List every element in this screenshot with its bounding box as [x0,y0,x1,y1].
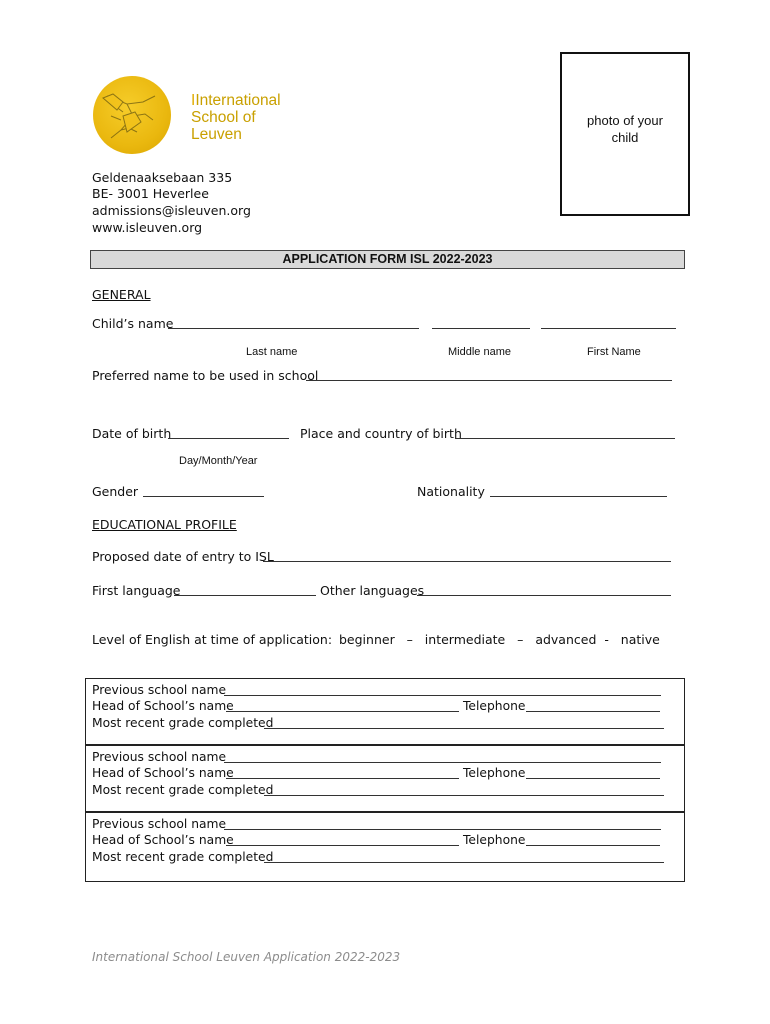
previous-school-field[interactable] [224,695,661,696]
last-name-field[interactable] [168,328,419,329]
head-of-school-field[interactable] [226,711,459,712]
school-logo-emblem [93,76,171,154]
last-name-caption: Last name [246,346,298,358]
previous-school-label: Previous school name [92,683,227,697]
telephone-field[interactable] [526,711,660,712]
entry-date-label: Proposed date of entry to ISL [92,549,274,564]
place-of-birth-field[interactable] [455,438,675,439]
head-of-school-label: Head of School’s name [92,766,234,780]
address-email[interactable]: admissions@isleuven.org [92,203,251,218]
recent-grade-label: Most recent grade completed [92,716,274,730]
telephone-label: Telephone [463,766,526,780]
photo-instruction-line1: photo of your [587,113,663,128]
nationality-label: Nationality [417,484,485,499]
recent-grade-field[interactable] [264,862,664,863]
previous-school-field[interactable] [224,762,661,763]
nationality-field[interactable] [490,496,667,497]
logo-text-international: IInternational [191,92,281,109]
general-heading: GENERAL [92,287,151,302]
first-name-field[interactable] [541,328,676,329]
previous-school-box-2 [85,744,685,813]
gender-label: Gender [92,484,139,499]
previous-school-box-1 [85,678,685,746]
head-of-school-label: Head of School’s name [92,699,234,713]
form-title: APPLICATION FORM ISL 2022-2023 [282,252,493,266]
middle-name-field[interactable] [432,328,530,329]
recent-grade-label: Most recent grade completed [92,850,274,864]
first-language-label: First language [92,583,181,598]
page-footer: International School Leuven Application 2022-2023 [92,950,401,964]
photo-instruction [562,112,688,146]
recent-grade-field[interactable] [264,728,664,729]
telephone-label: Telephone [463,833,526,847]
recent-grade-label: Most recent grade completed [92,783,274,797]
middle-name-caption: Middle name [448,346,511,358]
address-website[interactable]: www.isleuven.org [92,220,203,235]
previous-school-label: Previous school name [92,750,227,764]
photo-placeholder-box[interactable] [560,52,690,216]
telephone-label: Telephone [463,699,526,713]
previous-school-field[interactable] [224,829,661,830]
childs-name-label: Child’s name [92,316,174,331]
gender-field[interactable] [143,496,264,497]
preferred-name-label: Preferred name to be used in school [92,368,319,383]
head-of-school-label: Head of School’s name [92,833,234,847]
head-of-school-field[interactable] [226,845,459,846]
address-street: Geldenaaksebaan 335 [92,170,233,185]
english-level-label: Level of English at time of application: [92,632,333,647]
other-languages-label: Other languages [320,583,425,598]
other-languages-field[interactable] [417,595,671,596]
preferred-name-field[interactable] [306,380,672,381]
english-level-options[interactable]: beginner – intermediate – advanced - native [339,632,660,647]
dob-label: Date of birth [92,426,172,441]
previous-school-label: Previous school name [92,817,227,831]
first-language-field[interactable] [174,595,316,596]
first-name-caption: First Name [587,346,641,358]
logo-text-school-of: School of [191,109,256,126]
educational-profile-heading: EDUCATIONAL PROFILE [92,517,237,532]
entry-date-field[interactable] [263,561,671,562]
photo-instruction-line2: child [611,130,639,145]
place-of-birth-label: Place and country of birth [300,426,462,441]
dob-caption: Day/Month/Year [179,455,258,467]
head-of-school-field[interactable] [226,778,459,779]
hummingbird-icon [93,76,171,154]
form-title-bar [90,250,685,269]
logo-text-leuven: Leuven [191,126,242,143]
recent-grade-field[interactable] [264,795,664,796]
dob-field[interactable] [168,438,289,439]
telephone-field[interactable] [526,845,660,846]
telephone-field[interactable] [526,778,660,779]
address-city: BE- 3001 Heverlee [92,186,209,201]
previous-school-box-3 [85,811,685,882]
